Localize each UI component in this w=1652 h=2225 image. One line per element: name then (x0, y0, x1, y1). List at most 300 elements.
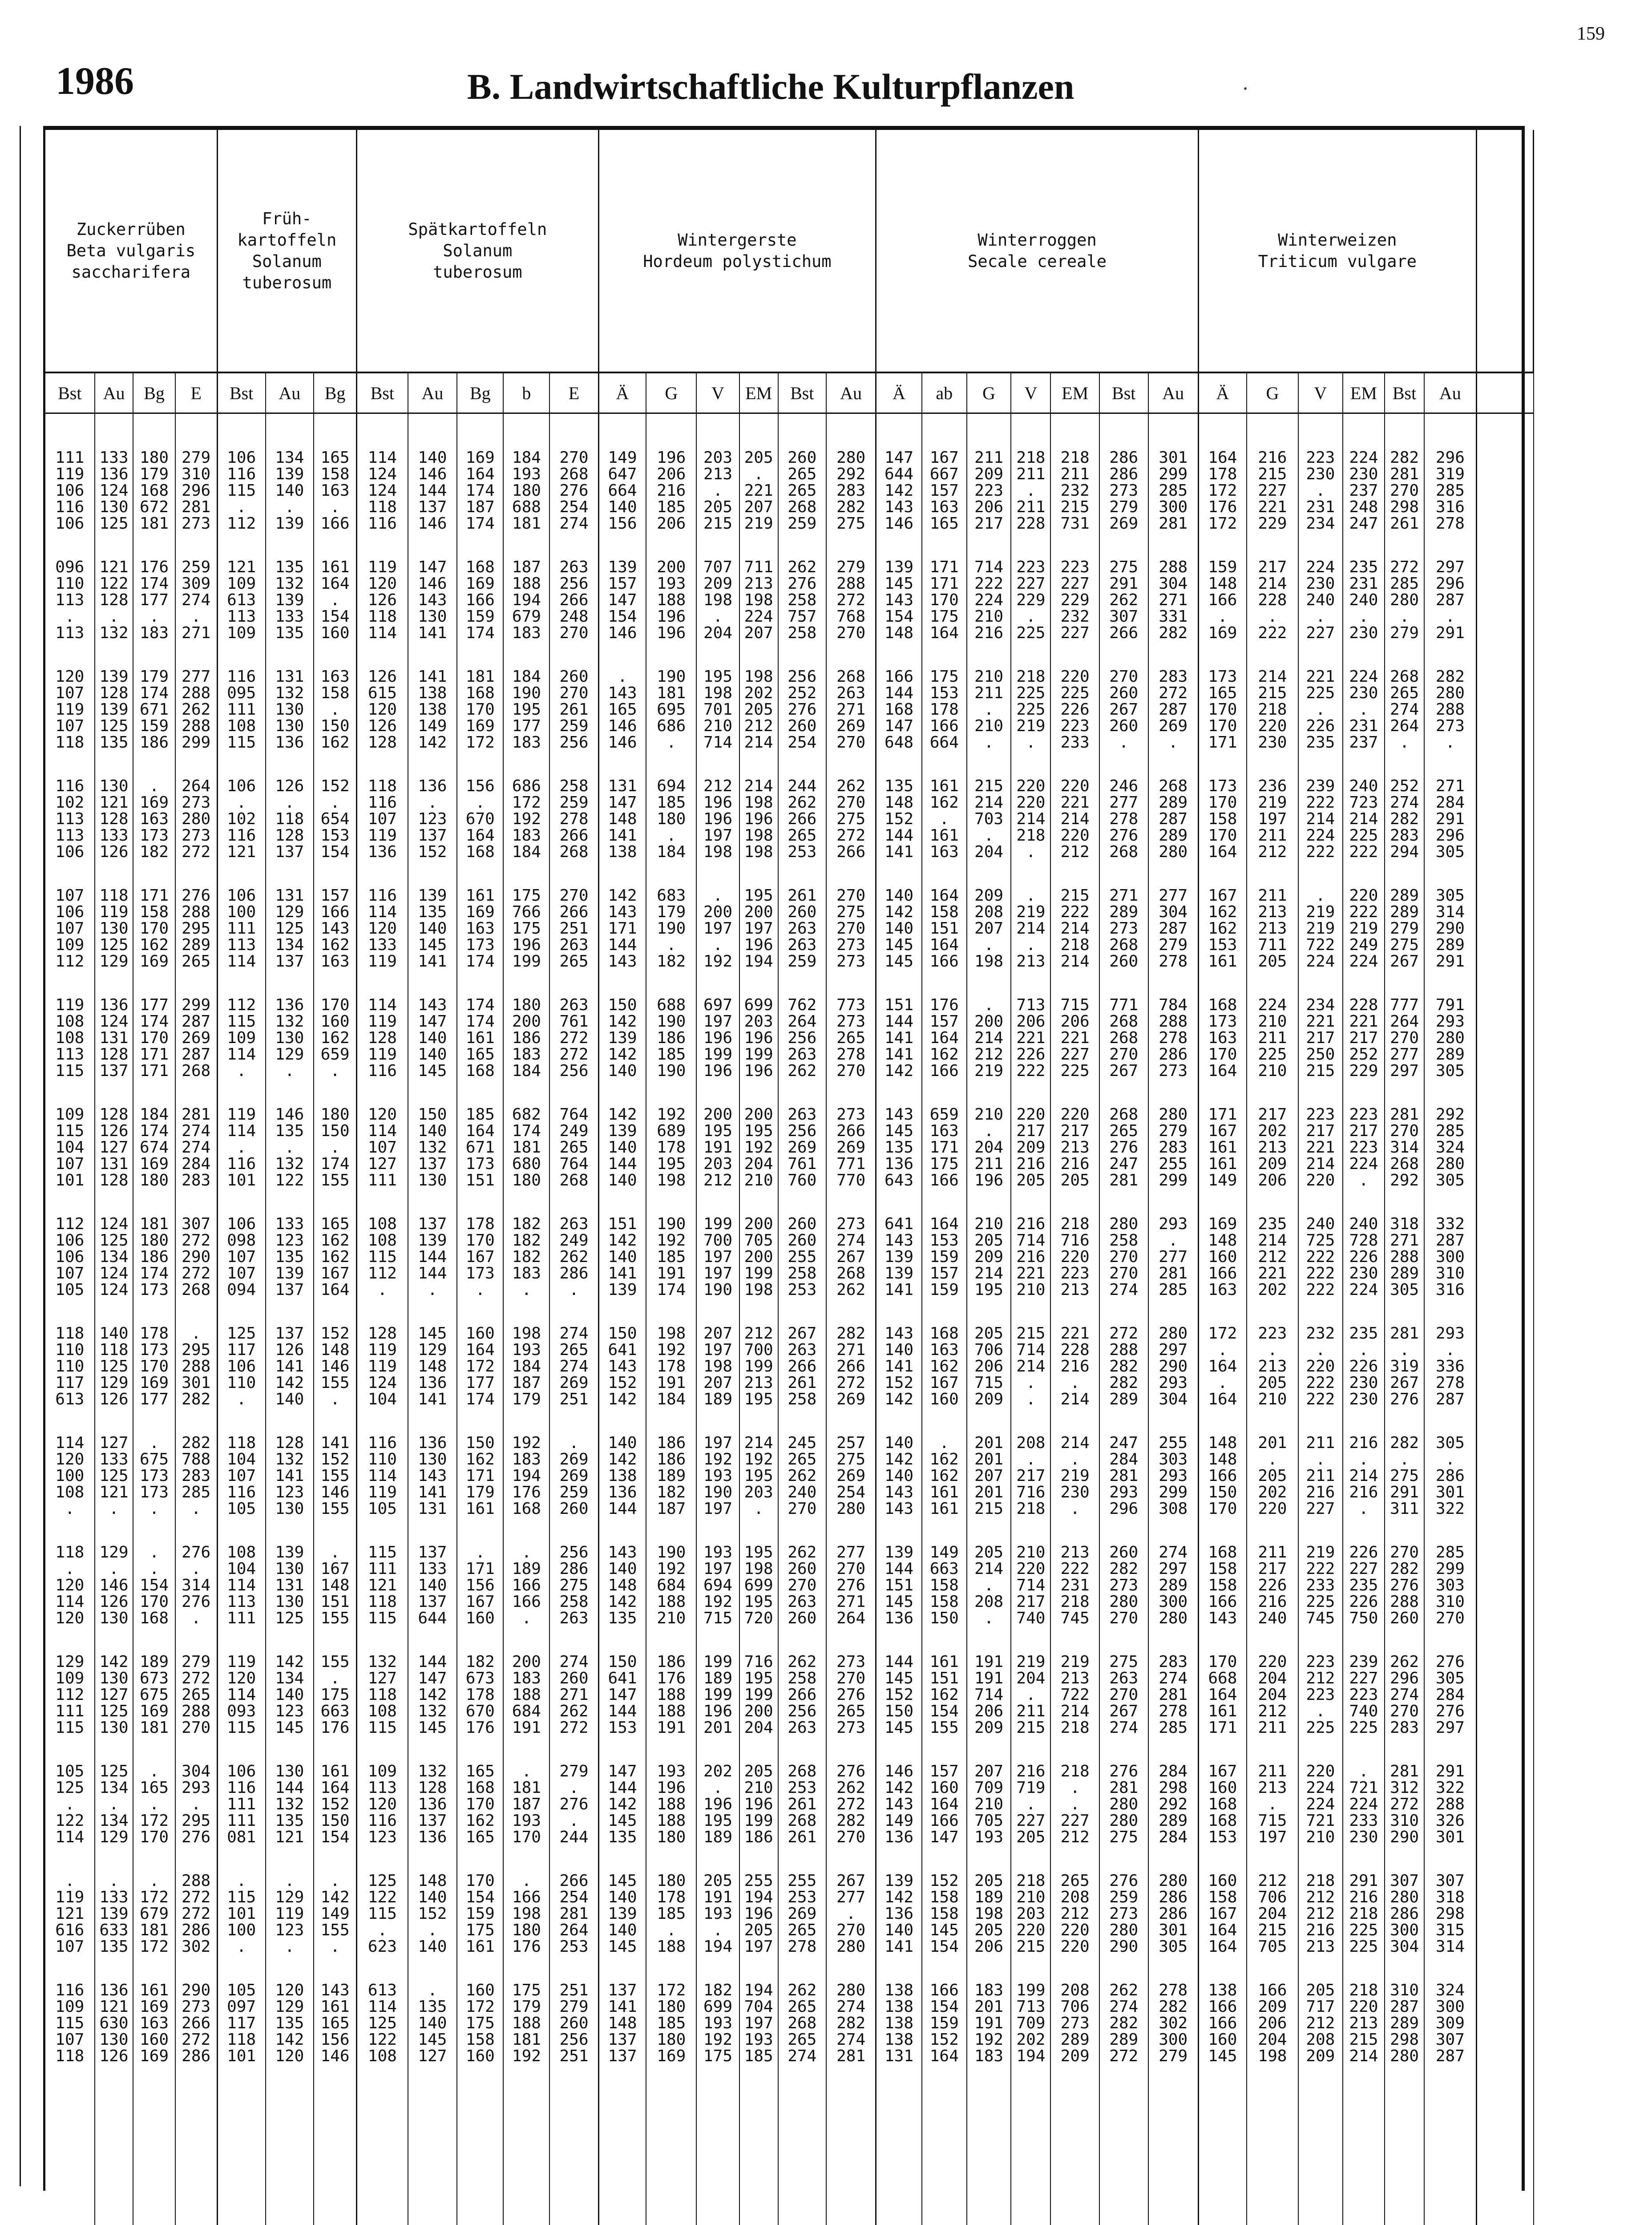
table-cell: 104 (217, 1561, 265, 1577)
table-cell: 175 (922, 1156, 967, 1172)
table-cell: 205 (967, 1298, 1011, 1342)
table-cell: 310 (1424, 1594, 1476, 1610)
table-cell: 166 (922, 1172, 967, 1189)
table-cell: 224 (1343, 1156, 1385, 1172)
table-cell: 176 (646, 1670, 696, 1687)
table-cell: 172 (457, 1358, 503, 1375)
table-cell: 200 (739, 1189, 778, 1232)
table-cell: 278 (1424, 515, 1476, 532)
table-cell: 214 (1247, 575, 1298, 592)
table-cell: 122 (357, 2031, 408, 2048)
table-cell: 159 (133, 718, 175, 734)
table-cell: 255 (739, 1845, 778, 1889)
table-cell: 215 (1247, 685, 1298, 701)
table-cell: 191 (503, 1719, 549, 1736)
table-cell: 289 (1424, 1046, 1476, 1063)
table-cell: . (646, 734, 696, 751)
table-cell: 288 (175, 1845, 217, 1889)
table-cell: 116 (357, 1812, 408, 1829)
table-cell: 227 (1050, 1812, 1099, 1829)
table-cell: 287 (1148, 701, 1199, 718)
table-cell: 142 (876, 1063, 922, 1079)
table-cell: 209 (967, 860, 1011, 904)
table-cell: 304 (1148, 904, 1199, 920)
table-cell: 245 (778, 1408, 826, 1451)
table-cell: 147 (408, 532, 457, 575)
column-header: Bst (217, 372, 265, 413)
table-cell: 225 (1050, 685, 1099, 701)
table-cell: 268 (1385, 641, 1424, 685)
table-cell: 165 (314, 2015, 357, 2031)
table-cell: 647 (598, 466, 646, 482)
table-cell: 119 (357, 953, 408, 970)
table-cell: 162 (922, 1451, 967, 1468)
table-cell: 315 (1424, 1922, 1476, 1938)
table-cell: 266 (549, 592, 598, 608)
table-cell: 146 (598, 625, 646, 641)
table-cell: 179 (457, 1484, 503, 1501)
table-cell: 296 (1385, 1670, 1424, 1687)
table-cell: 262 (826, 1282, 876, 1298)
table-cell: 106 (45, 1232, 95, 1249)
table-cell: 300 (1148, 2031, 1199, 2048)
table-cell: . (1011, 1391, 1050, 1408)
table-cell: 290 (175, 1955, 217, 1998)
table-cell: . (696, 482, 739, 499)
table-cell: 214 (1298, 811, 1343, 827)
table-cell: 209 (967, 1249, 1011, 1265)
table-cell: 184 (133, 1079, 175, 1123)
table-cell: 298 (1148, 1780, 1199, 1796)
table-cell: 198 (739, 827, 778, 844)
table-cell: 272 (1099, 1298, 1148, 1342)
table-cell: 157 (922, 482, 967, 499)
table-cell: 137 (598, 2048, 646, 2064)
table-cell: 220 (1343, 860, 1385, 904)
table-cell: 150 (314, 1812, 357, 1829)
table-cell: 193 (503, 1812, 549, 1829)
table-cell: 119 (217, 1079, 265, 1123)
table-cell: 230 (1343, 1375, 1385, 1391)
table-cell: 170 (133, 920, 175, 937)
empty-cell (1476, 1046, 1533, 1063)
table-cell: 196 (696, 1063, 739, 1079)
table-cell: 126 (357, 592, 408, 608)
table-cell: 140 (95, 1298, 133, 1342)
table-cell: 137 (95, 1063, 133, 1079)
table-cell: 267 (1385, 1375, 1424, 1391)
empty-cell (1476, 1594, 1533, 1610)
table-cell: 255 (778, 1249, 826, 1265)
table-cell: . (1148, 734, 1199, 751)
table-cell: 119 (45, 1889, 95, 1905)
table-cell: 205 (696, 499, 739, 515)
table-cell: 297 (1424, 532, 1476, 575)
table-cell: 183 (503, 734, 549, 751)
table-cell: 180 (133, 449, 175, 466)
table-cell: 277 (826, 1517, 876, 1561)
table-cell: 150 (314, 718, 357, 734)
table-cell: 195 (739, 1517, 778, 1561)
table-cell: 659 (314, 1046, 357, 1063)
table-cell: 172 (133, 1889, 175, 1905)
empty-cell (1476, 592, 1533, 608)
table-cell: 246 (1099, 751, 1148, 794)
table-cell: . (503, 1845, 549, 1889)
table-cell: 127 (357, 1156, 408, 1172)
table-cell: 130 (95, 2031, 133, 2048)
table-cell: 196 (739, 1905, 778, 1922)
table-cell: 613 (217, 592, 265, 608)
table-cell: 141 (408, 953, 457, 970)
table-cell: 120 (45, 1451, 95, 1468)
table-cell: 287 (1424, 2048, 1476, 2064)
table-cell: 220 (1011, 1922, 1050, 1938)
table-cell: 613 (357, 1955, 408, 1998)
table-cell: . (45, 1796, 95, 1812)
table-cell: 110 (357, 1451, 408, 1468)
table-cell: 122 (357, 1889, 408, 1905)
table-cell: 771 (1099, 970, 1148, 1013)
table-cell: . (95, 1845, 133, 1889)
table-cell: 145 (408, 937, 457, 953)
table-cell: 199 (739, 1812, 778, 1829)
table-cell: 195 (646, 1156, 696, 1172)
table-cell: 113 (45, 625, 95, 641)
table-cell: . (1099, 734, 1148, 751)
table-cell: 143 (876, 1079, 922, 1123)
empty-cell (1476, 466, 1533, 482)
table-cell: 148 (314, 1342, 357, 1358)
table-cell: 216 (1343, 1484, 1385, 1501)
table-cell: 152 (922, 1845, 967, 1889)
table-cell: 105 (45, 1736, 95, 1780)
table-cell: 214 (739, 734, 778, 751)
table-cell: 112 (217, 970, 265, 1013)
table-cell: 268 (1148, 751, 1199, 794)
table-cell: 219 (1011, 1626, 1050, 1670)
table-cell: 158 (1198, 1561, 1246, 1577)
table-cell: 157 (922, 1013, 967, 1030)
table-cell: 274 (175, 1123, 217, 1139)
table-cell: 133 (95, 1451, 133, 1468)
table-cell: 081 (217, 1829, 265, 1845)
table-cell: 120 (45, 641, 95, 685)
table-row (45, 532, 1534, 575)
table-cell: 196 (739, 937, 778, 953)
table-cell: 276 (826, 1736, 876, 1780)
table-cell: 675 (133, 1687, 175, 1703)
table-cell: 265 (778, 2031, 826, 2048)
table-cell: 716 (1050, 1232, 1099, 1249)
column-header: Ä (1198, 372, 1246, 413)
table-cell: 154 (598, 608, 646, 625)
table-cell: 218 (1011, 449, 1050, 466)
page-title: B. Landwirtschaftliche Kulturpflanzen (467, 66, 1074, 107)
table-cell: 263 (778, 937, 826, 953)
table-cell: 211 (1298, 1468, 1343, 1484)
table-cell: 107 (45, 2031, 95, 2048)
table-cell: 262 (1099, 1955, 1148, 1998)
table-cell: 274 (1099, 1282, 1148, 1298)
table-cell: 125 (95, 515, 133, 532)
table-cell: 167 (922, 1375, 967, 1391)
table-cell: 273 (826, 937, 876, 953)
table-cell: 191 (696, 1139, 739, 1156)
table-cell: 139 (876, 1249, 922, 1265)
table-cell: 270 (778, 1577, 826, 1594)
table-cell: 142 (876, 904, 922, 920)
table-cell: 265 (826, 1703, 876, 1719)
table-cell: 118 (45, 1517, 95, 1561)
table-cell: . (314, 1517, 357, 1561)
table-cell: 282 (1148, 625, 1199, 641)
table-cell: 272 (1385, 532, 1424, 575)
table-cell: 211 (1247, 1736, 1298, 1780)
table-cell: 169 (457, 904, 503, 920)
table-cell: 784 (1148, 970, 1199, 1013)
table-cell: 222 (1050, 904, 1099, 920)
table-cell: . (45, 608, 95, 625)
table-cell: . (598, 641, 646, 685)
table-cell: 706 (1247, 1889, 1298, 1905)
table-cell: . (1011, 1687, 1050, 1703)
table-cell: 191 (646, 1375, 696, 1391)
table-cell: 203 (739, 1484, 778, 1501)
table-cell: 130 (266, 1501, 314, 1517)
table-cell: 156 (314, 2031, 357, 2048)
column-header: Au (826, 372, 876, 413)
table-cell: 158 (922, 1905, 967, 1922)
table-cell: 270 (549, 625, 598, 641)
table-row (45, 1063, 1534, 1079)
table-cell: 133 (357, 937, 408, 953)
empty-cell (1476, 701, 1533, 718)
table-cell: . (1247, 1342, 1298, 1358)
table-cell: 109 (217, 625, 265, 641)
table-cell: 128 (357, 1298, 408, 1342)
table-cell: 108 (217, 1517, 265, 1561)
table-cell: 287 (1424, 1391, 1476, 1408)
table-cell: 160 (457, 1955, 503, 1998)
table-cell: 196 (646, 449, 696, 466)
table-cell: 270 (1424, 1610, 1476, 1626)
table-cell: 176 (314, 1719, 357, 1736)
table-cell: 220 (1050, 1938, 1099, 1955)
table-cell: 128 (408, 1780, 457, 1796)
table-cell: 186 (133, 734, 175, 751)
table-cell: . (314, 1845, 357, 1889)
table-cell: 115 (217, 1013, 265, 1030)
table-cell: 218 (1050, 449, 1099, 466)
table-cell: 667 (922, 466, 967, 482)
table-cell: 114 (217, 953, 265, 970)
table-cell: 293 (1424, 1298, 1476, 1342)
table-cell: 218 (1050, 1736, 1099, 1780)
table-cell: 216 (1343, 1408, 1385, 1451)
table-cell: 111 (217, 1796, 265, 1812)
table-cell: 256 (778, 641, 826, 685)
empty-cell (1476, 1577, 1533, 1594)
table-cell: 230 (1343, 1265, 1385, 1282)
table-cell: 126 (95, 844, 133, 860)
table-cell: 302 (1148, 2015, 1199, 2031)
table-cell: 192 (739, 1451, 778, 1468)
table-cell: 164 (1198, 1063, 1246, 1079)
table-cell: 212 (1298, 2015, 1343, 2031)
table-cell: 256 (549, 575, 598, 592)
table-cell: 172 (133, 1938, 175, 1955)
table-cell: 151 (314, 1594, 357, 1610)
table-cell: 221 (739, 482, 778, 499)
table-cell: 161 (457, 860, 503, 904)
table-cell: 263 (778, 920, 826, 937)
table-cell: 170 (1198, 701, 1246, 718)
table-cell: 289 (1385, 1265, 1424, 1282)
table-cell: 179 (503, 1998, 549, 2015)
table-cell: 195 (739, 1123, 778, 1139)
table-cell: 280 (1424, 685, 1476, 701)
empty-cell (1476, 1063, 1533, 1079)
table-cell: 141 (598, 1998, 646, 2015)
table-cell: 139 (408, 860, 457, 904)
table-cell: 125 (266, 1610, 314, 1626)
table-cell: 193 (739, 2031, 778, 2048)
table-cell: 127 (95, 1408, 133, 1451)
table-cell: 188 (646, 592, 696, 608)
table-cell: 207 (967, 1736, 1011, 1780)
table-cell: 227 (1298, 625, 1343, 641)
table-cell: 210 (967, 1189, 1011, 1232)
empty-cell (1476, 1298, 1533, 1342)
table-cell: 214 (1050, 920, 1099, 937)
table-cell: 128 (95, 685, 133, 701)
table-cell: 288 (175, 904, 217, 920)
table-cell: 122 (45, 1812, 95, 1829)
table-cell: 214 (739, 1408, 778, 1451)
table-cell: 132 (266, 1451, 314, 1468)
table-cell: 174 (457, 1013, 503, 1030)
table-cell: 270 (826, 920, 876, 937)
table-cell: 161 (1198, 953, 1246, 970)
table-cell: 255 (1148, 1156, 1199, 1172)
year-heading: 1986 (56, 60, 134, 103)
table-cell: 260 (778, 904, 826, 920)
table-cell: 199 (739, 1046, 778, 1063)
table-cell: 289 (1148, 827, 1199, 844)
table-cell: 216 (1011, 1156, 1050, 1172)
table-cell: 224 (1298, 1796, 1343, 1812)
table-cell: 142 (876, 1391, 922, 1408)
table-cell: 222 (967, 575, 1011, 592)
table-cell: 280 (1099, 1796, 1148, 1812)
table-row (45, 1626, 1534, 1670)
table-cell: 263 (549, 937, 598, 953)
table-cell: 119 (95, 904, 133, 920)
table-cell: 164 (314, 1282, 357, 1298)
table-cell: 324 (1424, 1139, 1476, 1156)
table-cell: 164 (457, 827, 503, 844)
table-cell: 278 (778, 1938, 826, 1955)
table-cell: 207 (739, 625, 778, 641)
table-cell: 225 (1298, 685, 1343, 701)
table-cell: . (1050, 1451, 1099, 1468)
table-cell: 271 (1385, 1232, 1424, 1249)
table-cell: 199 (1011, 1955, 1050, 1998)
empty-cell (1476, 1139, 1533, 1156)
table-cell: 264 (175, 751, 217, 794)
table-cell: 111 (217, 1812, 265, 1829)
table-cell: 282 (826, 499, 876, 515)
table-cell: 182 (696, 1955, 739, 1998)
table-cell: 274 (175, 592, 217, 608)
table-cell: 258 (778, 1391, 826, 1408)
empty-cell (1476, 920, 1533, 937)
table-cell: 116 (357, 1408, 408, 1451)
table-cell: 119 (357, 1484, 408, 1501)
empty-cell (1476, 532, 1533, 575)
table-cell: 168 (1198, 1812, 1246, 1829)
table-cell: 161 (314, 1998, 357, 2015)
table-cell: 140 (408, 1889, 457, 1905)
table-cell: 198 (739, 592, 778, 608)
table-cell: 770 (826, 1172, 876, 1189)
table-cell: 258 (778, 625, 826, 641)
table-cell: 144 (408, 1626, 457, 1670)
table-cell: 281 (1385, 466, 1424, 482)
table-cell: 129 (408, 1342, 457, 1358)
table-cell: 176 (503, 1938, 549, 1955)
table-cell: 183 (133, 625, 175, 641)
table-cell: 176 (133, 532, 175, 575)
table-cell: 126 (95, 2048, 133, 2064)
empty-cell (1476, 2048, 1533, 2064)
table-cell: 220 (1011, 794, 1050, 811)
table-cell: 268 (826, 641, 876, 685)
table-cell: 221 (1050, 1298, 1099, 1342)
table-cell: 201 (1247, 1408, 1298, 1451)
table-cell: 217 (1298, 1123, 1343, 1139)
table-cell: 121 (217, 844, 265, 860)
empty-cell (1476, 1812, 1533, 1829)
table-cell: 332 (1424, 1189, 1476, 1232)
table-cell: 788 (175, 1451, 217, 1468)
table-cell: 130 (266, 701, 314, 718)
table-cell: 256 (549, 1063, 598, 1079)
table-cell: 222 (1343, 844, 1385, 860)
table-cell: 279 (549, 1998, 598, 2015)
table-cell: 125 (95, 1703, 133, 1719)
table-cell: 118 (45, 734, 95, 751)
table-cell: 291 (1099, 575, 1148, 592)
table-cell: 259 (778, 515, 826, 532)
table-cell: . (314, 592, 357, 608)
table-cell: 219 (1298, 920, 1343, 937)
table-cell: 116 (45, 499, 95, 515)
table-cell: 212 (1247, 844, 1298, 860)
table-cell: 217 (1298, 1030, 1343, 1046)
column-header: Au (1424, 372, 1476, 413)
table-cell: 157 (922, 1265, 967, 1282)
table-cell: 145 (408, 1719, 457, 1736)
table-cell: 764 (549, 1079, 598, 1123)
table-cell: 135 (598, 1610, 646, 1626)
table-cell: . (357, 1282, 408, 1298)
table-cell: 138 (408, 685, 457, 701)
table-cell: 205 (739, 1736, 778, 1780)
table-cell: 200 (967, 1013, 1011, 1030)
table-cell: 142 (876, 1780, 922, 1796)
